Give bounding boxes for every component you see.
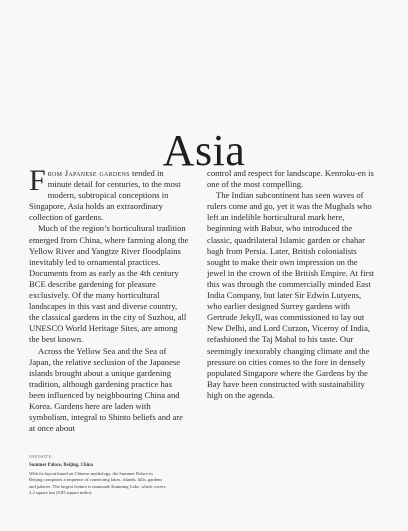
japan-paragraph: Across the Yellow Sea and the Sea of Japan, the relative seclusion of the Japanese islands brought about a unique gardening tradition, although gardening practice has been influenced by neighbouring China and Korea. Gardens here are laden with symbolism, integral to Shinto beliefs and are at once about bbox=[29, 345, 183, 434]
right-text-column bbox=[207, 168, 375, 401]
left-text-column bbox=[29, 164, 189, 434]
page-title: Asia bbox=[162, 126, 246, 176]
caption-title: Summer Palace, Beijing, China bbox=[29, 463, 94, 469]
caption-label: OPPOSITE: bbox=[29, 455, 54, 459]
opening-small-caps: rom Japanese gardens bbox=[47, 168, 130, 178]
intro-paragraph bbox=[29, 164, 189, 223]
caption-text: With its layout based on Chinese mythology, the Summer Palace in Beijing comprises a sequence of connecting lakes, islands, hills, gardens and palaces. The largest feature is manmade Kunming Lake, which covers 2.2 square km (0.85 square miles). bbox=[29, 470, 166, 496]
india-paragraph: The Indian subcontinent has seen waves of rulers come and go, yet it was the Mughals who left an indelible horticultural mark here, beginning with Babur, who introduced the classic, quadrilateral Islamic garden or chahar bagh from Persia. Later, British colonialists sought to make their own impression on the jewel in the crown of the British Empire. At first this was through the commercially minded East India Company, but later Sir Edwin Lutyens, who earlier designed Surrey gardens with Gertrude Jekyll, was commissioned to lay out New Delhi, and Lord Curzon, Viceroy of India, refashioned the Taj Mahal to his taste. Our seemingly inexorably changing climate and the pressure on cities comes to the fore in densely populated Singapore where the Gardens by the Bay have been constructed with sustainability high on the agenda. bbox=[207, 190, 375, 400]
japan-paragraph-continued: control and respect for landscape. Kenroku-en is one of the most compelling. bbox=[207, 168, 374, 190]
intro-paragraph-text: tended in minute detail for centuries, to the most modern, subtropical conceptions in Singapore, Asia holds an extraordinary collection of gardens. bbox=[29, 168, 181, 223]
photo-caption bbox=[29, 454, 167, 496]
drop-cap: F bbox=[29, 164, 46, 197]
china-paragraph: Much of the region’s horticultural tradition emerged from China, where farming along the Yellow River and Yangtze River floodplains inevitably led to ornamental practices. Documents from as early as the 4th century BCE describe gardening for pleasure exclusively. Of the many horticultural landscapes in this vast and diverse country, the classical gardens in the city of Suzhou, all UNESCO World Heritage Sites, are among the best known. bbox=[29, 223, 189, 345]
